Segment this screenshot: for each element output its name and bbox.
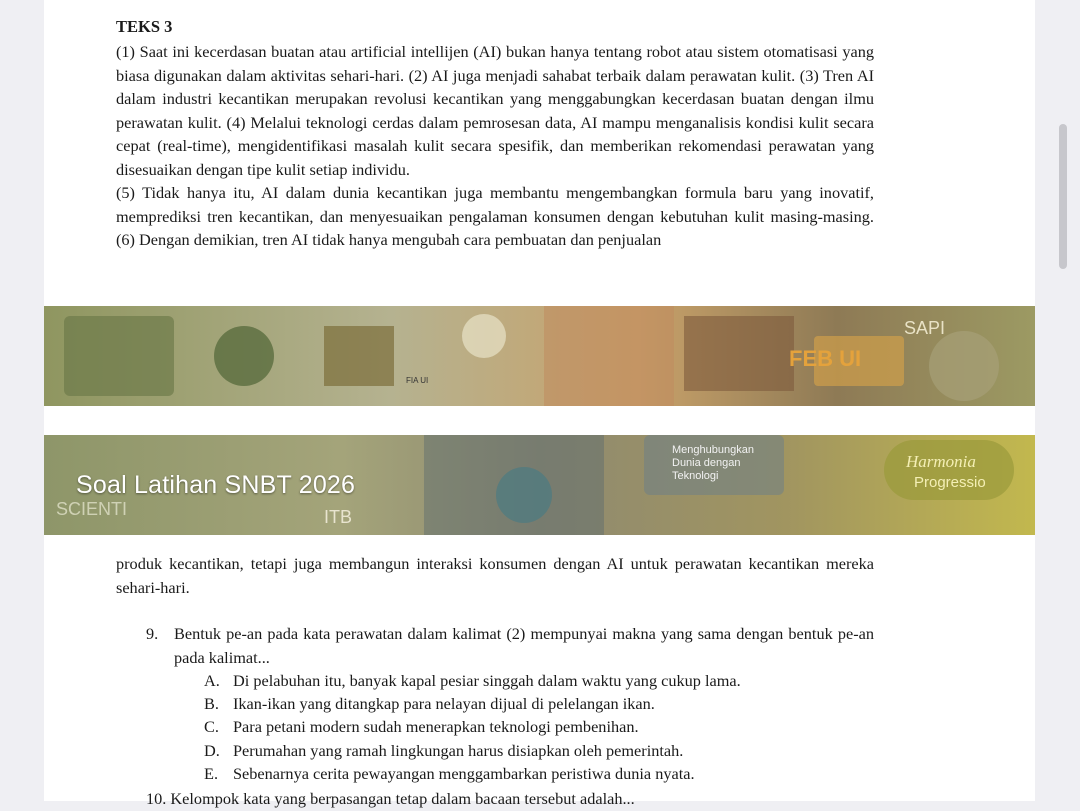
text-body-continued [116,552,874,599]
option-text: Sebenarnya cerita pewayangan menggambarkan peristiwa dunia nyata. [233,763,695,783]
option-e[interactable] [204,762,741,785]
question-9-number: 9. [146,624,159,643]
sticker-photo-banner [44,306,1035,406]
scrollbar-thumb[interactable] [1059,124,1067,269]
option-text: Ikan-ikan yang ditangkap para nelayan dijual di pelelangan ikan. [233,694,655,714]
option-b[interactable] [204,692,741,715]
question-9 [146,622,874,783]
badge-line-2: Progressio [914,474,986,491]
option-a[interactable] [204,669,741,692]
option-letter: D. [204,740,220,760]
banner-title: Soal Latihan SNBT 2026 [76,471,356,499]
label-scienti: SCIENTI [56,499,128,519]
sticker-line-1: Menghubungkan [672,444,754,456]
label-fia-ui: FIA UI [406,376,429,385]
sticker-line-2: Dunia dengan [672,457,741,469]
paragraph-2-continued: produk kecantikan, tetapi juga membangun interaksi konsumen dengan AI untuk perawatan kecantikan mereka sehari-hari. [116,554,874,597]
option-letter: E. [204,763,219,783]
option-letter: A. [204,671,220,690]
option-letter: C. [204,717,219,737]
option-text: Di pelabuhan itu, banyak kapal pesiar singgah dalam waktu yang cukup lama. [233,671,741,690]
option-text: Perumahan yang ramah lingkungan harus disiapkan oleh pemerintah. [233,740,684,760]
option-d[interactable] [204,739,741,762]
option-c[interactable] [204,715,741,738]
sticker-photo-image [44,306,1035,406]
badge-line-1: Harmonia [906,452,976,471]
text-body-top [116,40,874,252]
label-feb-ui: FEB UI [789,346,862,371]
question-9-text: Bentuk pe-an pada kata perawatan dalam kalimat (2) mempunyai makna yang sama dengan bentuk pe-an pada kalimat... [174,624,874,667]
question-10-text: 10. Kelompok kata yang berpasangan tetap dalam bacaan tersebut adalah... [146,789,635,808]
question-9-options [204,669,741,785]
title-banner [44,435,1035,535]
label-itb: ITB [324,507,353,527]
sticker-line-3: Teknologi [672,470,719,482]
label-sapi: SAPI [904,318,946,338]
text-heading: TEKS 3 [116,17,173,36]
paragraph-1: (1) Saat ini kecerdasan buatan atau artificial intellijen (AI) bukan hanya tentang robot atau sistem otomatisasi yang biasa digunakan dalam aktivitas sehari-hari. (2) AI juga menjadi sahabat terbaik dalam perawatan kulit. (3) Tren AI dalam industri kecantikan merupakan revolusi kecantikan yang menggabungkan kecerdasan buatan dengan ilmu perawatan kulit. (4) Melalui teknologi cerdas dalam pemrosesan data, AI mampu menganalisis kondisi kulit secara cepat (real-time), mengidentifikasi masalah kulit secara spesifik, dan memberikan rekomendasi perawatan yang disesuaikan dengan tipe kulit setiap individu. [116,42,874,179]
option-letter: B. [204,694,219,714]
option-text: Para petani modern sudah menerapkan teknologi pembenihan. [233,717,639,737]
paragraph-2: (5) Tidak hanya itu, AI dalam dunia kecantikan juga membantu mengembangkan formula baru yang inovatif, memprediksi tren kecantikan, dan menyesuaikan pengalaman konsumen dengan kebutuhan kulit masing-masing. (6) Dengan demikian, tren AI tidak hanya mengubah cara pembuatan dan penjualan [116,183,874,249]
